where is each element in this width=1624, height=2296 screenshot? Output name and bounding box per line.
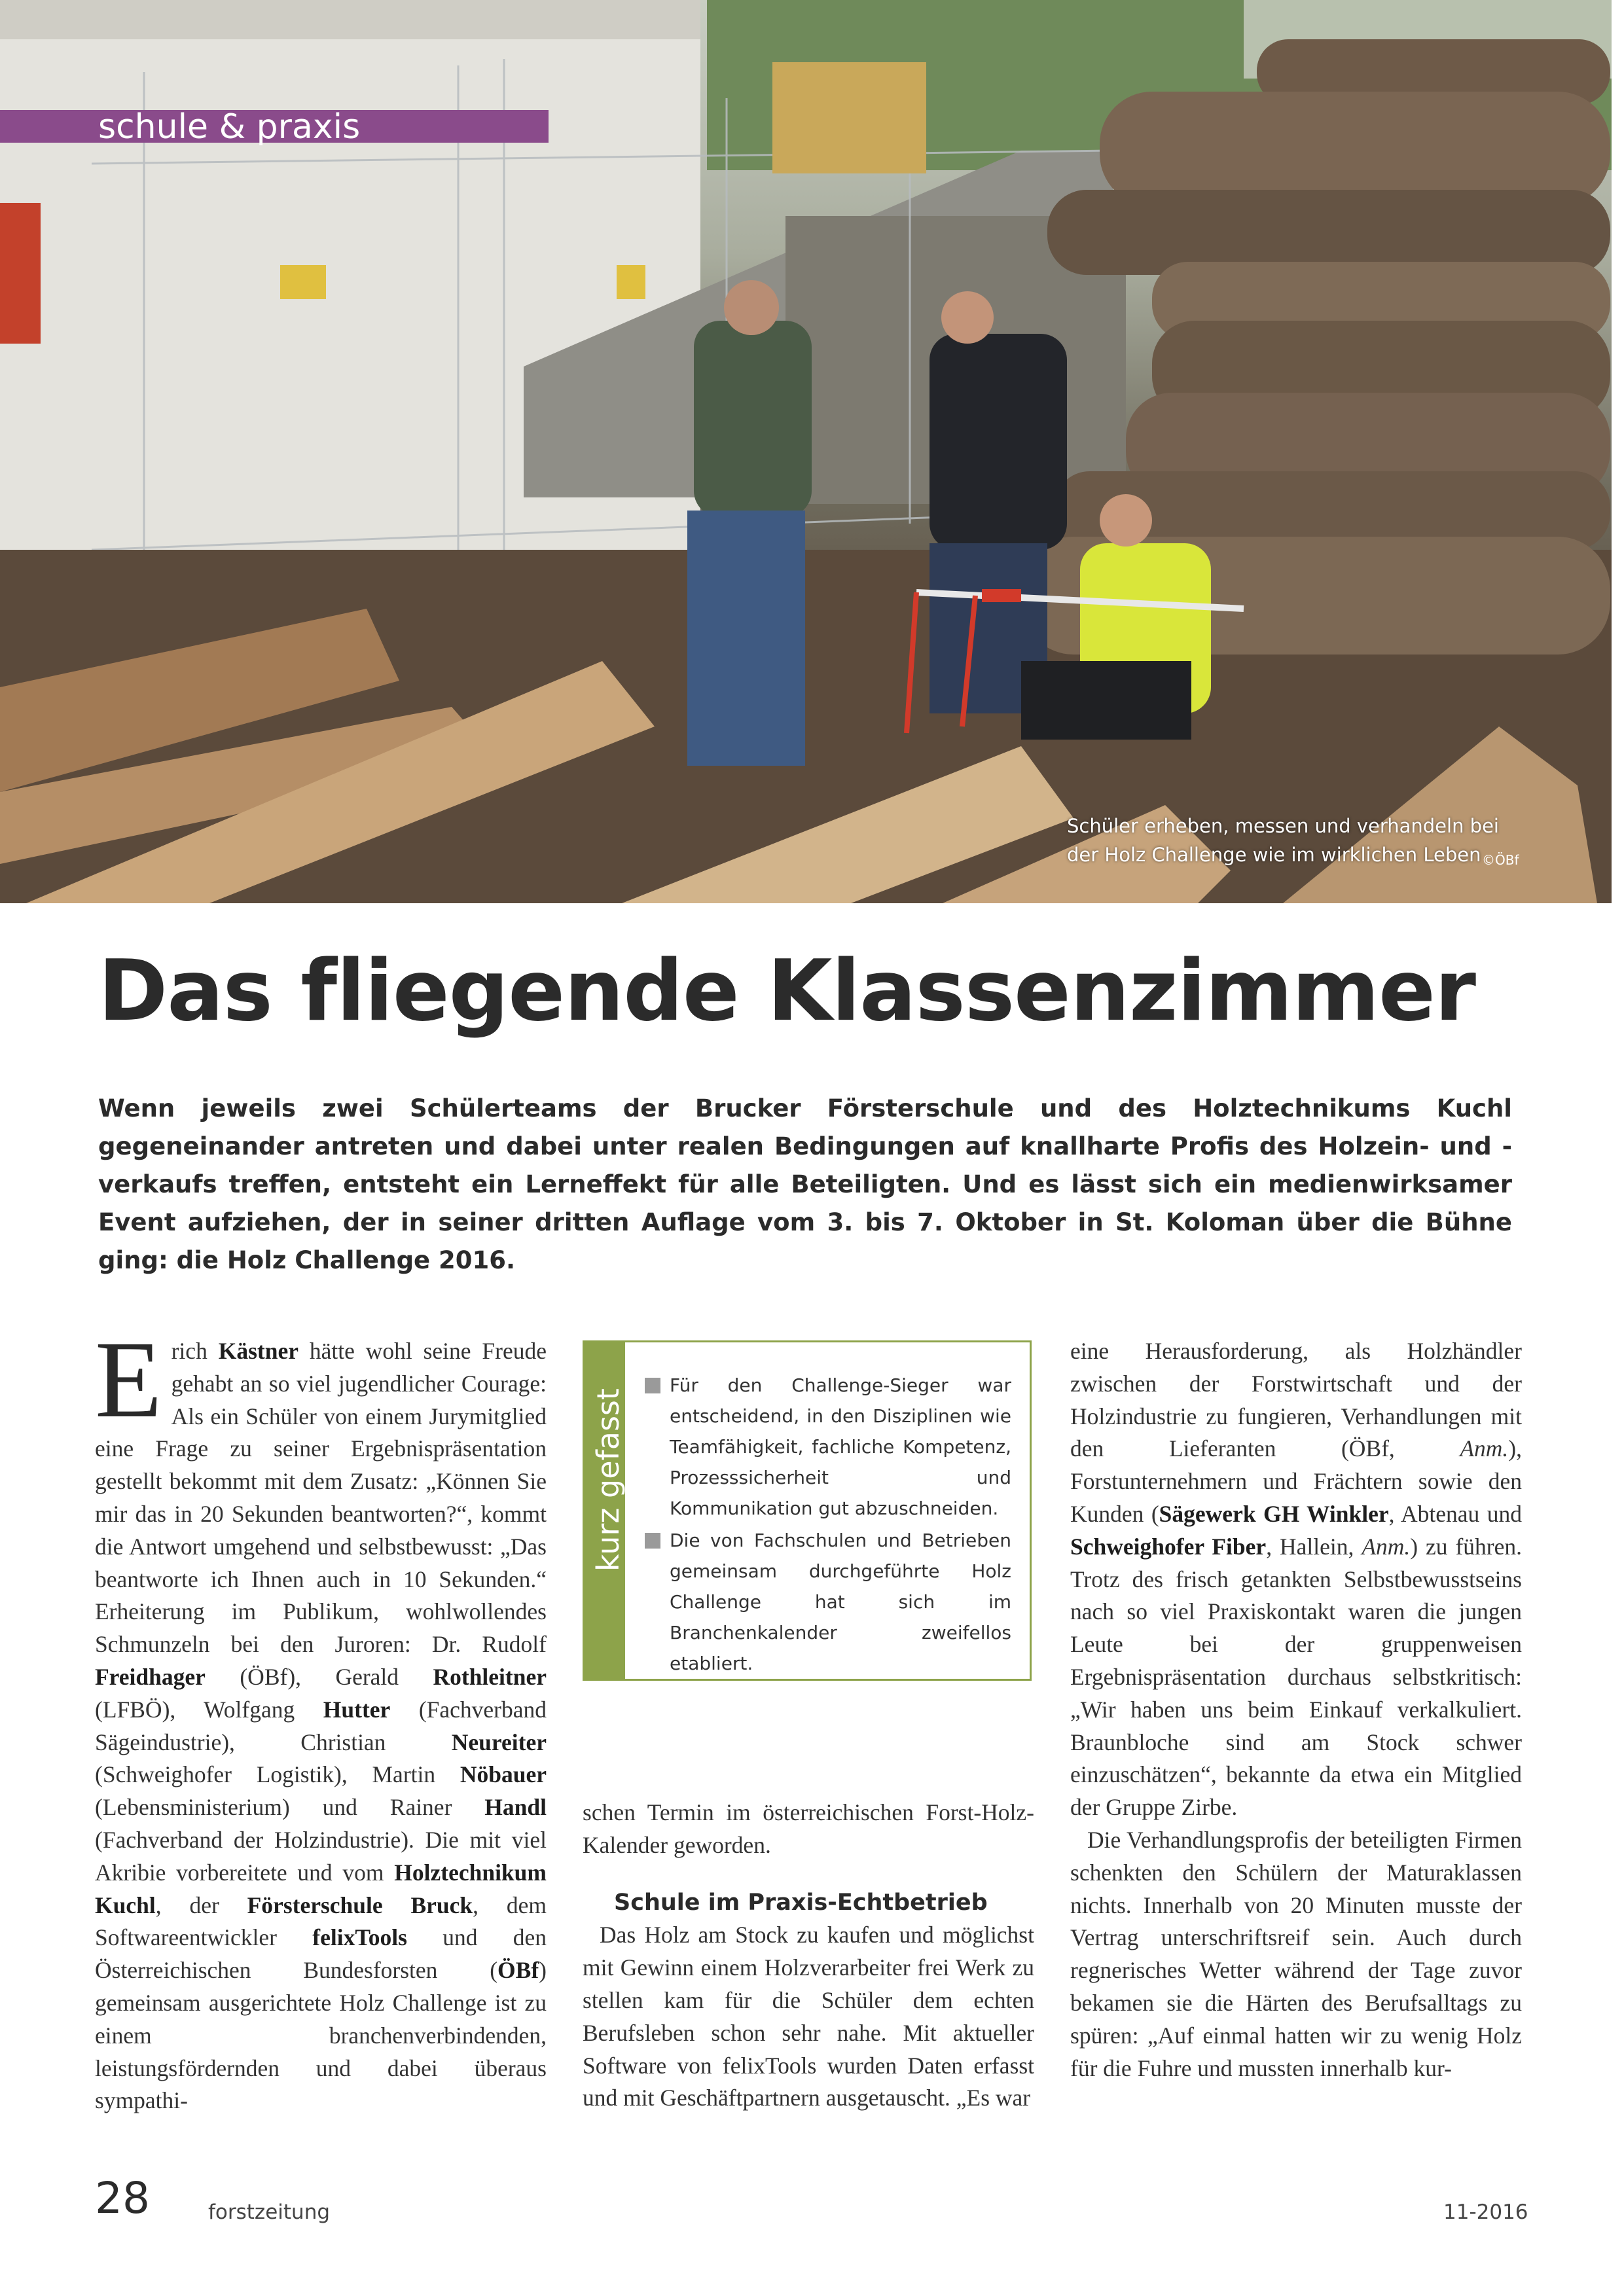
- col3-text: ) zu führen. Trotz des frisch getankten Selbstbewusstseins nach so viel Praxiskontakt waren die jungen Leute bei der gruppenweisen Ergebnispräsentation durchaus selbstkritisch: „Wir haben uns beim Einkauf verkalkuliert. Braunbloche sind am Stock schwer einzuschätzen“, bekannte da etwa ein Mitglied der Gruppe Zirbe.: [1070, 1533, 1522, 1821]
- col1-text: (LFBÖ), Wolfgang: [95, 1696, 323, 1723]
- col3-text: , Hallein,: [1266, 1533, 1362, 1560]
- subheading: Schule im Praxis-Echtbetrieb: [614, 1889, 988, 1916]
- col1-text: (Lebensministerium) und Rainer: [95, 1794, 485, 1821]
- dropcap: E: [95, 1319, 162, 1441]
- photo-caption: Schüler erheben, messen und verhandeln bei der Holz Challenge wie im wirklichen Leben: [1067, 815, 1499, 866]
- col1-text: (Schweighofer Logistik), Martin: [95, 1761, 460, 1788]
- col2-paragraph: Das Holz am Stock zu kaufen und möglichst mit Gewinn einem Holzverarbeiter frei Werk zu stellen kam für die Schüler dem echten Berufsleben schon sehr nahe. Mit aktueller Software von felixTools wurden Daten erfasst und mit Geschäftpartnern ausgetauscht. „Es war: [583, 1922, 1034, 2111]
- col1-name: Rothleitner: [433, 1663, 547, 1690]
- col1-org: ÖBf: [497, 1957, 539, 1984]
- col3-company: Sägewerk GH Winkler: [1159, 1500, 1389, 1527]
- page-number: 28: [95, 2173, 150, 2223]
- infobox-item: Die von Fachschulen und Betrieben gemeinsam durchgeführte Holz Challenge hat sich im Branchenkalender zweifellos etabliert.: [645, 1525, 1011, 1679]
- col1-name: Nöbauer: [460, 1761, 547, 1788]
- section-tag-label: schule & praxis: [98, 107, 361, 147]
- section-tag: [0, 107, 549, 147]
- col1-name: Neureiter: [451, 1729, 547, 1755]
- col1-org: Holztechnikum Kuchl: [95, 1859, 547, 1918]
- photo-credit: ©ÖBf: [1482, 852, 1519, 868]
- col1-name: Hutter: [323, 1696, 391, 1723]
- col1-text: (ÖBf), Gerald: [205, 1663, 433, 1690]
- body-column-3: [1070, 1335, 1522, 2085]
- article-headline: Das fliegende Klassenzimmer: [98, 942, 1475, 1040]
- col1-text: ) gemeinsam ausgerichtete Holz Challenge ist zu einem branchenverbindenden, leistungsfördernden und dabei überaus sympathi-: [95, 1957, 547, 2114]
- col1-paragraph: [95, 1319, 547, 2117]
- article-lead: Wenn jeweils zwei Schülerteams der Brucker Försterschule und des Holztechnikums Kuchl gegeneinander antreten und dabei unter realen Bedingungen auf knallharte Profis des Holzein- und -verkaufs treffen, entsteht ein Lerneffekt für alle Beteiligten. Und es lässt sich ein medienwirksamer Event aufziehen, der in seiner dritten Auflage vom 3. bis 7. Oktober in St. Koloman über die Bühne ging: die Holz Challenge 2016.: [98, 1094, 1512, 1274]
- col1-text: hätte wohl seine Freude gehabt an so viel jugendlicher Courage: Als ein Schüler von einem Jurymitglied eine Frage zu seiner Ergebnispräsentation gestellt bekommt mit dem Zusatz: „Können Sie mir das in 20 Sekunden beantworten?“, kommt die Antwort umgehend und selbstbewusst: „Das beantworte ich Ihnen auch in 10 Sekunden.“ Erheiterung im Publikum, wohlwollendes Schmunzeln bei den Juroren: Dr. Rudolf: [95, 1338, 547, 1658]
- col1-text: (Fachverband der Holzindustrie). Die mit viel Akribie vorbereitete und vom: [95, 1826, 547, 1886]
- infobox-side-bar: [585, 1342, 625, 1679]
- col3-company: Schweighofer Fiber: [1070, 1533, 1267, 1560]
- col3-text: , Abtenau und: [1388, 1500, 1522, 1527]
- col3-paragraph: [1070, 1335, 1522, 1824]
- col1-text: und den Österreichischen Bundesforsten (: [95, 1924, 547, 1984]
- col3-paragraph: Die Verhandlungsprofis der beteiligten Firmen schenkten den Schülern der Maturaklassen nichts. Innerhalb von 20 Minuten musste der Vertrag unterschriftsreif sein. Auch durch regnerisches Wetter während der Tage zuvor bekamen sie die Härten des Berufsalltags zu spüren: „Auf einmal hatten wir zu wenig Holz für die Fuhre und mussten innerhalb kur-: [1070, 1826, 1522, 2081]
- infobox-side-label: kurz gefasst: [590, 1388, 626, 1571]
- col1-text: rich: [171, 1338, 219, 1364]
- col1-name: Kästner: [218, 1338, 298, 1364]
- infobox-list: [645, 1370, 1011, 1680]
- col1-text: , der: [155, 1892, 247, 1918]
- body-column-1: [95, 1319, 547, 2117]
- col3-abbr: Anm.: [1460, 1435, 1509, 1462]
- col1-org: Försterschule Bruck: [247, 1892, 473, 1918]
- publication-name: forstzeitung: [208, 2200, 331, 2224]
- col1-name: Handl: [484, 1794, 547, 1821]
- col2-paragraph: schen Termin im österreichischen Forst-Holz-Kalender geworden.: [583, 1799, 1034, 1858]
- col1-name: Freidhager: [95, 1663, 206, 1690]
- col3-abbr: Anm.: [1362, 1533, 1411, 1560]
- col3-text: ), Forstunternehmern und Frächtern sowie den Kunden (: [1070, 1435, 1522, 1527]
- col3-text: eine Herausforderung, als Holzhändler zwischen der Forstwirtschaft und der Holzindustrie zu fungieren, Verhandlungen mit den Lieferanten (ÖBf,: [1070, 1338, 1522, 1462]
- col1-org: felixTools: [312, 1924, 407, 1951]
- col1-text: , dem Softwareentwickler: [95, 1892, 547, 1951]
- article-photo: [0, 0, 1612, 903]
- kurz-gefasst-box: [583, 1340, 1032, 1681]
- issue-date: 11-2016: [1443, 2200, 1528, 2224]
- infobox-item: Für den Challenge-Sieger war entscheidend, in den Disziplinen wie Teamfähigkeit, fachliche Kompetenz, Prozesssicherheit und Kommunikation gut abzuschneiden.: [645, 1370, 1011, 1524]
- col1-text: (Fachverband Sägeindustrie), Christian: [95, 1696, 547, 1755]
- body-column-2: [583, 1797, 1034, 2115]
